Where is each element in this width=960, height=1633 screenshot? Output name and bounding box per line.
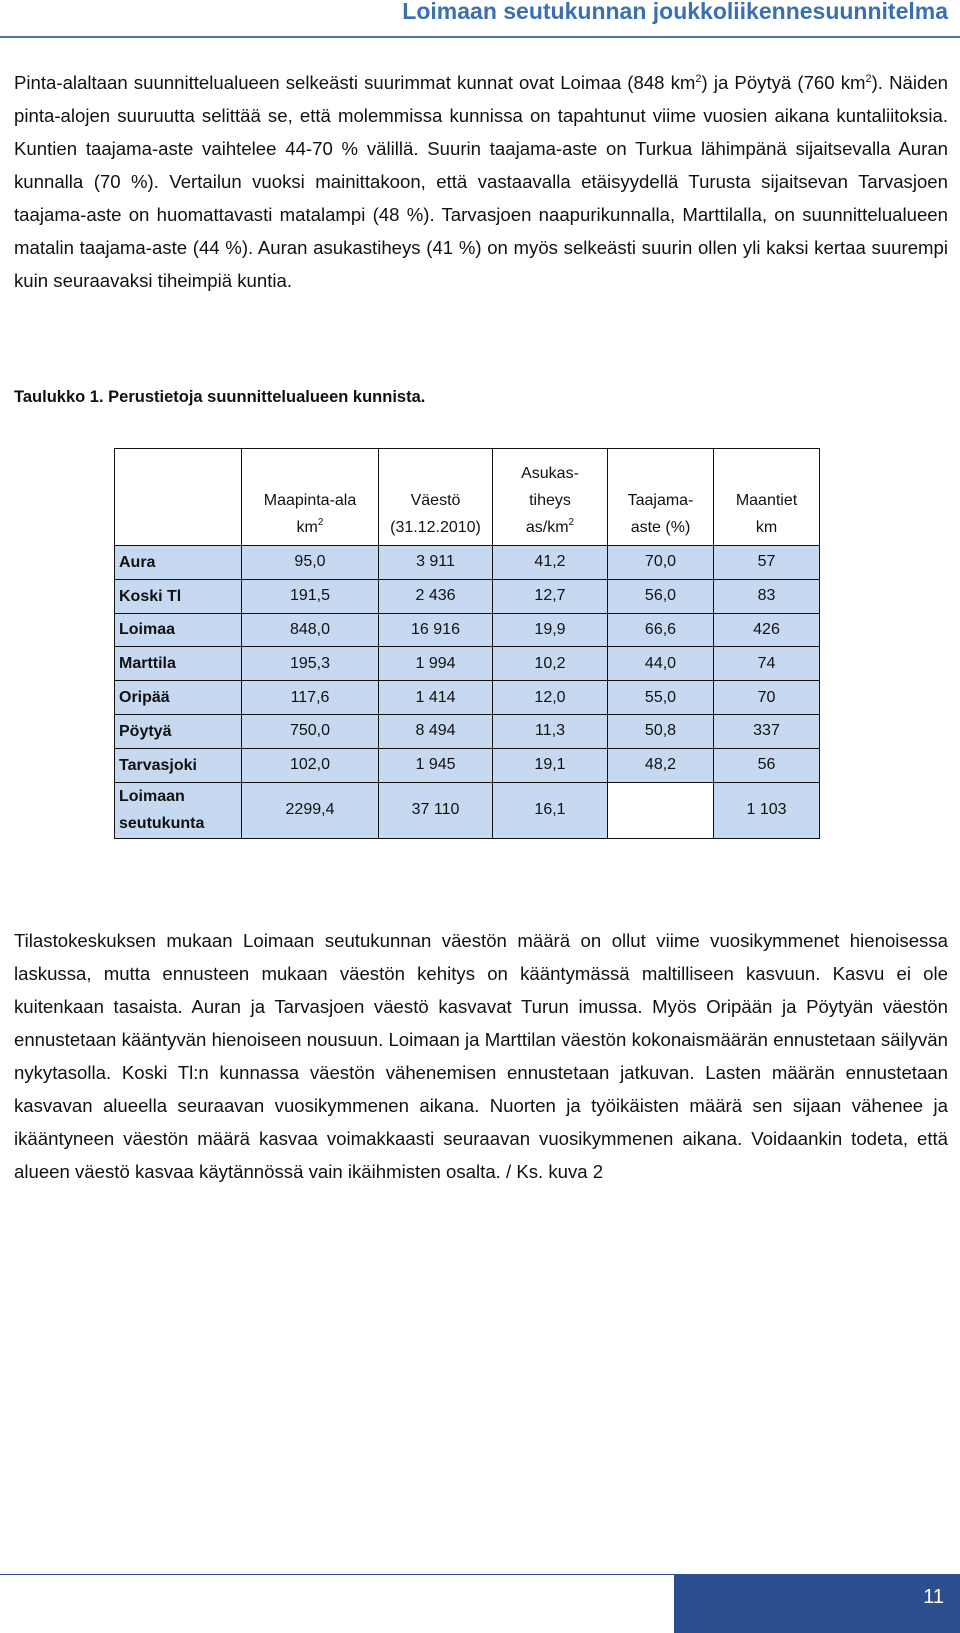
page-number: 11 bbox=[923, 1586, 944, 1608]
cell-population: 2 436 bbox=[379, 579, 493, 613]
header-area bbox=[242, 449, 379, 546]
header-text: Asukas- bbox=[521, 465, 579, 482]
cell-population: 3 911 bbox=[379, 546, 493, 580]
table-row bbox=[115, 681, 820, 715]
table-row bbox=[115, 748, 820, 782]
table-row-total bbox=[115, 782, 820, 838]
header-urban-rate bbox=[608, 449, 714, 546]
cell-urban-rate: 70,0 bbox=[608, 546, 714, 580]
table-row bbox=[115, 714, 820, 748]
intro-paragraph bbox=[14, 66, 948, 297]
superscript: 2 bbox=[568, 517, 575, 528]
cell-roads: 74 bbox=[714, 647, 820, 681]
cell-roads: 426 bbox=[714, 613, 820, 647]
header-text: Taajama- bbox=[627, 492, 694, 509]
header-text: km bbox=[296, 519, 318, 536]
paragraph-text: Tilastokeskuksen mukaan Loimaan seutukunnan väestön määrä on ollut viime vuosikymmenet hienoisessa laskussa, mutta ennusteen mukaan väestön kehitys on kääntymässä maltilliseen kasvuun. Kasvu ei ole kuitenkaan tasaista. Auran ja Tarvasjoen väestö kasvavat Turun imussa. Myös Oripään ja Pöytyän väestön ennustetaan kääntyvän hienoiseen nousuun. Loimaan ja Marttilan väestön kokonaismäärän ennustetaan säilyvän nykytasolla. Koski Tl:n kunnassa väestön vähenemisen ennustetaan jatkuvan. Lasten määrän ennustetaan kasvavan alueella seuraavan vuosikymmenen aikana. Nuorten ja työikäisten määrä sen sijaan vähenee ja ikääntyneen väestön määrä kasvaa voimakkaasti seuraavan vuosikymmenen aikana. Voidaankin todeta, että alueen väestö kasvaa käytännössä vain ikäihmisten osalta. / Ks. kuva 2 bbox=[14, 930, 948, 1182]
paragraph-text: ) ja Pöytyä (760 km bbox=[701, 72, 866, 93]
header-divider bbox=[0, 36, 960, 38]
row-name bbox=[115, 782, 242, 838]
row-name: Tarvasjoki bbox=[115, 748, 242, 782]
cell-density: 16,1 bbox=[493, 782, 608, 838]
cell-roads: 337 bbox=[714, 714, 820, 748]
cell-urban-rate: 44,0 bbox=[608, 647, 714, 681]
cell-population: 1 945 bbox=[379, 748, 493, 782]
cell-area: 191,5 bbox=[242, 579, 379, 613]
cell-area: 117,6 bbox=[242, 681, 379, 715]
header-text: Maapinta-ala bbox=[263, 492, 357, 509]
cell-roads: 83 bbox=[714, 579, 820, 613]
footer-divider bbox=[0, 1574, 674, 1575]
header-density bbox=[493, 449, 608, 546]
row-name-text: Loimaan bbox=[119, 788, 185, 806]
header-text: aste (%) bbox=[630, 519, 691, 536]
table-row bbox=[115, 647, 820, 681]
paragraph-text: Pinta-alaltaan suunnittelualueen selkeästi suurimmat kunnat ovat Loimaa (848 km bbox=[14, 72, 696, 93]
cell-area: 102,0 bbox=[242, 748, 379, 782]
cell-population: 16 916 bbox=[379, 613, 493, 647]
cell-area: 95,0 bbox=[242, 546, 379, 580]
cell-density: 19,1 bbox=[493, 748, 608, 782]
table-row bbox=[115, 546, 820, 580]
header-population bbox=[379, 449, 493, 546]
cell-roads: 1 103 bbox=[714, 782, 820, 838]
cell-density: 10,2 bbox=[493, 647, 608, 681]
document-header-title: Loimaan seutukunnan joukkoliikennesuunnitelma bbox=[402, 0, 948, 24]
row-name: Loimaa bbox=[115, 613, 242, 647]
paragraph-text: ). Näiden pinta-alojen suuruutta selittää se, että molemmissa kunnissa on tapahtunut viime vuosien aikana kuntaliitoksia. Kuntien taajama-aste vaihtelee 44-70 % välillä. Suurin taajama-aste on Turkua lähimpänä sijaitsevalla Auran kunnalla (70 %). Vertailun vuoksi mainittakoon, että vastaavalla etäisyydellä Turusta sijaitsevan Tarvasjoen taajama-aste on huomattavasti matalampi (48 %). Tarvasjoen naapurikunnalla, Marttilalla, on suunnittelualueen matalin taajama-aste (44 %). Auran asukastiheys (41 %) on myös selkeästi suurin ollen yli kaksi kertaa suurempi kuin seuraavaksi tiheimpiä kuntia. bbox=[14, 72, 948, 291]
municipality-table bbox=[114, 448, 820, 839]
superscript: 2 bbox=[695, 73, 702, 85]
cell-urban-rate: 50,8 bbox=[608, 714, 714, 748]
superscript: 2 bbox=[865, 73, 872, 85]
row-name-text: seutukunta bbox=[119, 815, 205, 833]
header-roads bbox=[714, 449, 820, 546]
cell-area: 848,0 bbox=[242, 613, 379, 647]
cell-roads: 57 bbox=[714, 546, 820, 580]
table-header-row bbox=[115, 449, 820, 546]
table-row bbox=[115, 613, 820, 647]
row-name: Koski Tl bbox=[115, 579, 242, 613]
row-name: Pöytyä bbox=[115, 714, 242, 748]
table-row bbox=[115, 579, 820, 613]
header-text: km bbox=[755, 519, 778, 536]
cell-area: 2299,4 bbox=[242, 782, 379, 838]
footer-band bbox=[674, 1574, 960, 1633]
population-paragraph bbox=[14, 924, 948, 1188]
cell-urban-rate: 66,6 bbox=[608, 613, 714, 647]
header-text: (31.12.2010) bbox=[390, 519, 481, 536]
header-text: Väestö bbox=[410, 492, 461, 509]
row-name: Marttila bbox=[115, 647, 242, 681]
row-name: Oripää bbox=[115, 681, 242, 715]
cell-urban-rate: 56,0 bbox=[608, 579, 714, 613]
cell-urban-rate bbox=[608, 782, 714, 838]
cell-population: 1 414 bbox=[379, 681, 493, 715]
superscript: 2 bbox=[317, 517, 324, 528]
cell-urban-rate: 55,0 bbox=[608, 681, 714, 715]
header-text: as/km bbox=[525, 519, 569, 536]
cell-density: 12,0 bbox=[493, 681, 608, 715]
cell-population: 37 110 bbox=[379, 782, 493, 838]
header-empty-cell bbox=[115, 449, 242, 546]
header-text: tiheys bbox=[529, 492, 571, 509]
cell-density: 12,7 bbox=[493, 579, 608, 613]
cell-roads: 70 bbox=[714, 681, 820, 715]
table-caption: Taulukko 1. Perustietoja suunnittelualueen kunnista. bbox=[14, 388, 426, 406]
cell-area: 750,0 bbox=[242, 714, 379, 748]
cell-density: 19,9 bbox=[493, 613, 608, 647]
cell-density: 11,3 bbox=[493, 714, 608, 748]
cell-population: 8 494 bbox=[379, 714, 493, 748]
cell-area: 195,3 bbox=[242, 647, 379, 681]
row-name: Aura bbox=[115, 546, 242, 580]
cell-urban-rate: 48,2 bbox=[608, 748, 714, 782]
header-text: Maantiet bbox=[735, 492, 798, 509]
cell-population: 1 994 bbox=[379, 647, 493, 681]
cell-density: 41,2 bbox=[493, 546, 608, 580]
cell-roads: 56 bbox=[714, 748, 820, 782]
